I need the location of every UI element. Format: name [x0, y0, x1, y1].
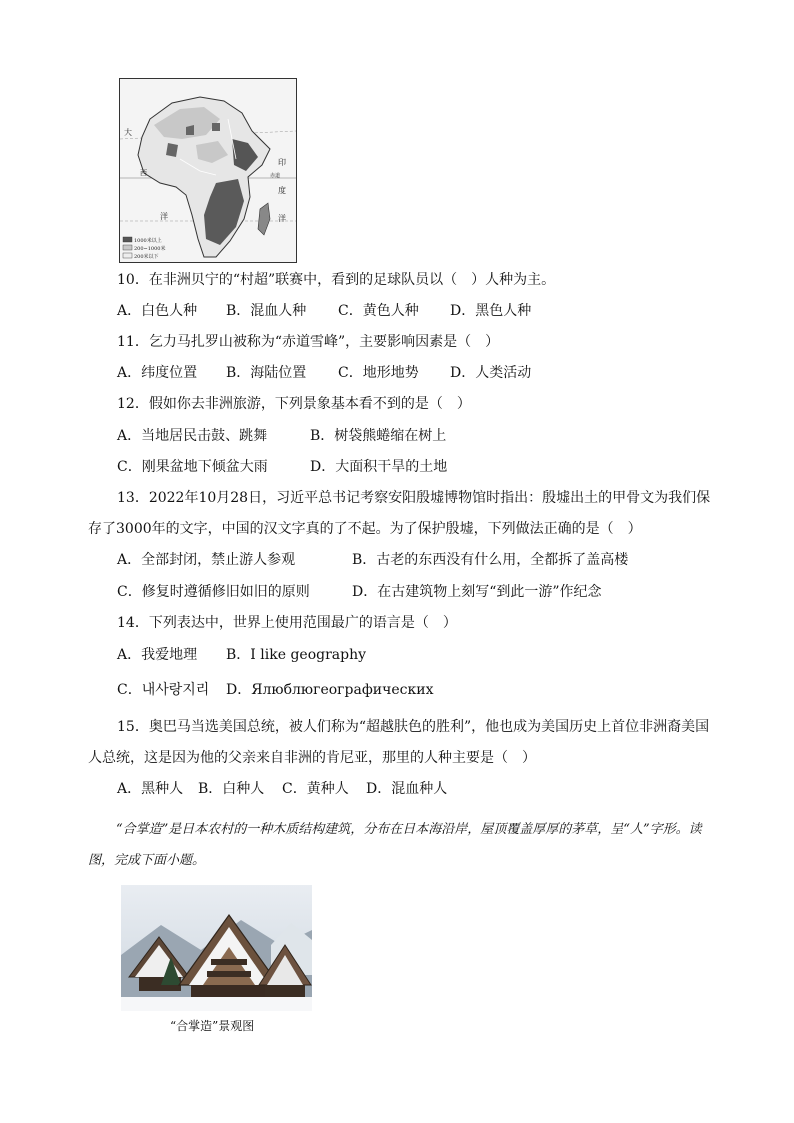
gassho-zukuri-photo [121, 885, 312, 1011]
map-label-da: 大 [124, 128, 132, 137]
map-label-equator: 赤道 [270, 173, 281, 179]
question-10-stem: 10．在非洲贝宁的“村超”联赛中，看到的足球队员以（ ）人种为主。 [117, 272, 556, 288]
legend-label-high: 1000米以上 [134, 238, 162, 244]
q14-option-b: B．I like geography [226, 647, 367, 663]
q15-option-a: A．黑种人 [117, 781, 184, 797]
q13-option-d: D．在古建筑物上刻写“到此一游”作纪念 [352, 584, 602, 600]
q13-option-a: A．全部封闭，禁止游人参观 [117, 552, 296, 568]
q14-option-d: D．Ялюблюгеографических [226, 682, 434, 698]
photo-caption: “合掌造”景观图 [170, 1019, 255, 1033]
map-label-xi: 西 [140, 169, 147, 177]
map-label-yang: 洋 [160, 212, 168, 221]
q11-option-b: B．海陆位置 [226, 365, 307, 381]
map-label-yin: 印 [278, 158, 286, 167]
q13-option-b: B．古老的东西没有什么用，全都拆了盖高楼 [352, 552, 629, 568]
q15-option-c: C．黄种人 [282, 781, 349, 797]
q10-option-a: A．白色人种 [117, 303, 198, 319]
map-label-du: 度 [278, 186, 286, 195]
map-label-yang2: 洋 [278, 214, 286, 223]
question-13-stem-line1: 13．2022年10月28日，习近平总书记考察安阳殷墟博物馆时指出：殷墟出土的甲骨文为我们保 [117, 490, 711, 506]
africa-map [120, 79, 296, 262]
question-11-stem: 11．乞力马扎罗山被称为“赤道雪峰”，主要影响因素是（ ） [117, 334, 500, 350]
q11-option-a: A．纬度位置 [117, 365, 198, 381]
q10-option-d: D．黑色人种 [450, 303, 532, 319]
question-15-stem-line1: 15．奥巴马当选美国总统，被人们称为“超越肤色的胜利”，他也成为美国历史上首位非洲裔美国 [117, 719, 710, 735]
q10-option-b: B．混血人种 [226, 303, 307, 319]
legend-label-mid: 200~1000米 [134, 246, 166, 252]
q10-option-c: C．黄色人种 [338, 303, 419, 319]
q12-option-d: D．大面积干旱的土地 [310, 459, 448, 475]
q11-option-c: C．地形地势 [338, 365, 419, 381]
question-13-stem-line2: 存了3000年的文字，中国的汉文字真的了不起。为了保护殷墟，下列做法正确的是（ ） [88, 521, 642, 537]
q11-option-d: D．人类活动 [450, 365, 532, 381]
legend-label-low: 200米以下 [134, 254, 159, 260]
africa-map-figure [119, 78, 297, 263]
question-12-stem: 12．假如你去非洲旅游，下列景象基本看不到的是（ ） [117, 396, 471, 412]
question-14-stem: 14．下列表达中，世界上使用范围最广的语言是（ ） [117, 615, 457, 631]
q12-option-a: A．当地居民击鼓、跳舞 [117, 428, 268, 444]
reading-passage: “合掌造”是日本农村的一种木质结构建筑，分布在日本海沿岸，屋顶覆盖厚厚的茅草，呈“人”字形。读图，完成下面小题。 [88, 822, 702, 868]
q15-option-b: B．白种人 [198, 781, 265, 797]
q12-option-b: B．树袋熊蜷缩在树上 [310, 428, 447, 444]
q15-option-d: D．混血种人 [366, 781, 448, 797]
q14-option-a: A．我爱地理 [117, 647, 198, 663]
q14-option-c: C．내사랑지리 [117, 682, 210, 698]
question-15-stem-line2: 人总统，这是因为他的父亲来自非洲的肯尼亚，那里的人种主要是（ ） [88, 750, 536, 766]
q12-option-c: C．刚果盆地下倾盆大雨 [117, 459, 268, 475]
q13-option-c: C．修复时遵循修旧如旧的原则 [117, 584, 310, 600]
gassho-house-illustration [121, 885, 312, 1011]
